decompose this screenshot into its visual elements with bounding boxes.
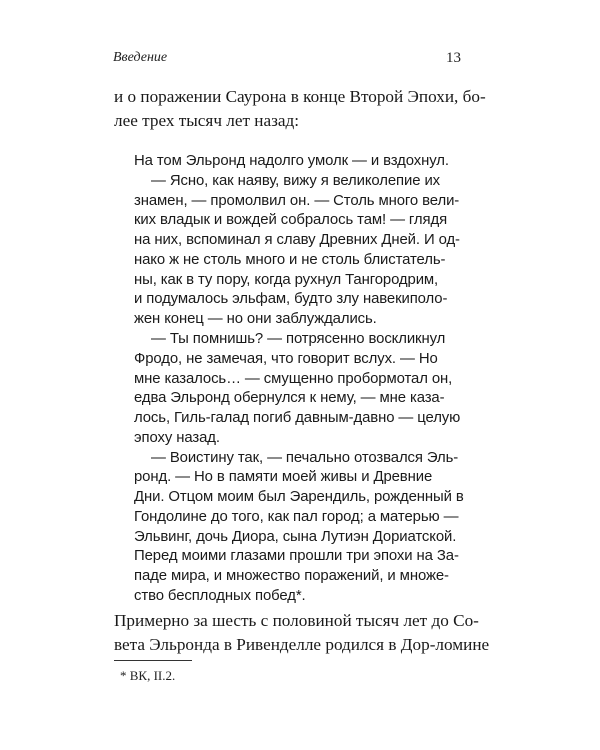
quote-line: — Воистину так, — печально отозвался Эль- [151, 449, 459, 466]
quote-line: ство бесплодных побед*. [134, 588, 306, 604]
footnote: * ВК, II.2. [120, 668, 176, 683]
quote-line: — Ты помнишь? — потрясенно воскликнул [151, 330, 446, 347]
quote-line: едва Эльронд обернулся к нему, — мне каза- [134, 390, 445, 407]
quote-line: Гондолине до того, как пал город; а матерью — [134, 508, 459, 525]
quote-line: жен конец — но они заблуждались. [134, 311, 377, 328]
quote-line: Перед моими глазами прошли три эпохи на За- [134, 548, 459, 565]
intro-line: лее трех тысяч лет назад: [114, 111, 300, 130]
quote-line: нако ж не столь много и не столь блистатель- [134, 251, 446, 268]
quote-line: На том Эльронд надолго умолк — и вздохнул. [134, 153, 449, 169]
quote-line: на них, вспоминал я славу Древних Дней. И од- [134, 232, 460, 249]
quote-line: паде мира, и множество поражений, и множе- [134, 568, 449, 585]
quote-line: Эльвинг, дочь Диора, сына Лутиэн Дориатской. [134, 528, 457, 545]
quote-line: ких владык и вождей собралось там! — глядя [134, 212, 448, 229]
body-line: вета Эльронда в Ривенделле родился в Дор-ломине [114, 635, 490, 654]
quote-line: Фродо, не замечая, что говорит вслух. — Но [134, 350, 438, 367]
quote-line: мне казалось… — смущенно пробормотал он, [134, 370, 453, 387]
running-head: Введение [113, 50, 168, 65]
intro-line: и о поражении Саурона в конце Второй Эпохи, бо- [114, 87, 486, 106]
page-number: 13 [446, 50, 461, 66]
footnote-divider [114, 660, 192, 661]
quote-line: ны, как в ту пору, когда рухнул Тангородрим, [134, 271, 439, 288]
quote-line: эпоху назад. [134, 429, 220, 446]
quote-line: Дни. Отцом моим был Эарендиль, рожденный в [134, 489, 464, 506]
body-line: Примерно за шесть с половиной тысяч лет до Со- [114, 611, 479, 630]
quote-line: ронд. — Но в памяти моей живы и Древние [134, 469, 433, 486]
quote-line: лось, Гиль-галад погиб давным-давно — целую [134, 410, 461, 427]
quote-line: — Ясно, как наяву, вижу я великолепие их [151, 172, 441, 189]
quote-line: знамен, — промолвил он. — Столь много вели- [134, 192, 460, 209]
quote-line: и подумалось эльфам, будто злу навекиполо- [134, 291, 448, 308]
